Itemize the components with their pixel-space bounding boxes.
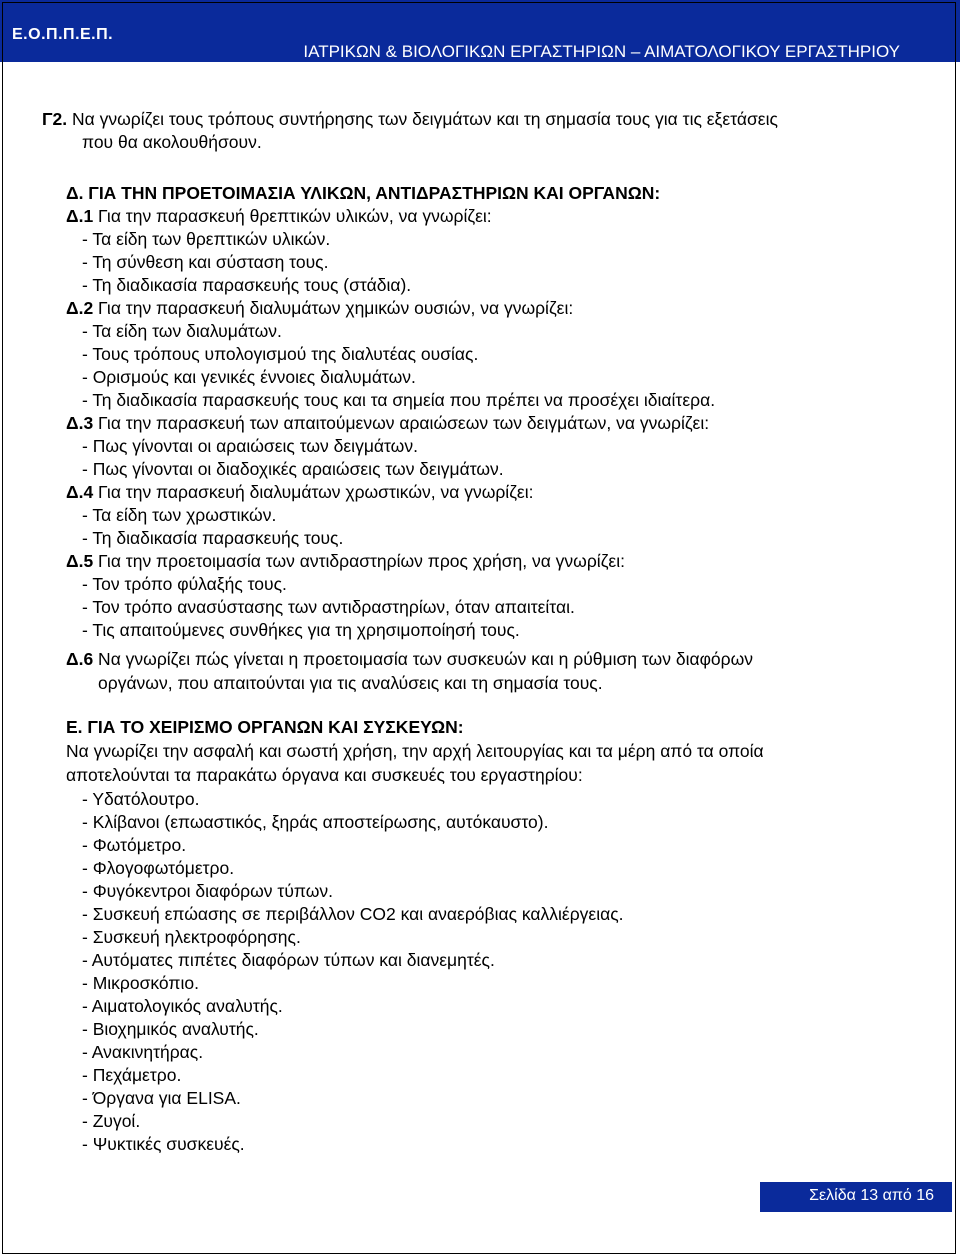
list-item: - Όργανα για ELISA. <box>82 1088 241 1108</box>
list-item: - Βιοχημικός αναλυτής. <box>82 1019 259 1039</box>
list-item: - Τα είδη των θρεπτικών υλικών. <box>82 229 331 249</box>
list-item: - Αιματολογικός αναλυτής. <box>82 996 283 1016</box>
list-item: - Τα είδη των χρωστικών. <box>82 505 277 525</box>
line-d6-cont: οργάνων, που απαιτούνται για τις αναλύσεις και τη σημασία τους. <box>98 673 603 693</box>
line-d5: Δ.5 Για την προετοιμασία των αντιδραστηρίων προς χρήση, να γνωρίζει: <box>66 551 625 571</box>
line-d6: Δ.6 Να γνωρίζει πώς γίνεται η προετοιμασία των συσκευών και η ρύθμιση των διαφόρων <box>66 649 754 669</box>
list-item: - Φλογοφωτόμετρο. <box>82 858 235 878</box>
line-g2: Γ2. Να γνωρίζει τους τρόπους συντήρησης των δειγμάτων και τη σημασία τους για τις εξετάσεις <box>42 109 778 129</box>
list-item: - Τα είδη των διαλυμάτων. <box>82 321 282 341</box>
list-item: - Τις απαιτούμενες συνθήκες για τη χρησιμοποίησή τους. <box>82 620 520 640</box>
list-item: - Τη διαδικασία παρασκευής τους και τα σημεία που πρέπει να προσέχει ιδιαίτερα. <box>82 390 716 410</box>
line-g2-cont: που θα ακολουθήσουν. <box>82 132 262 152</box>
list-item: - Αυτόματες πιπέτες διαφόρων τύπων και διανεμητές. <box>82 950 495 970</box>
line-d4: Δ.4 Για την παρασκευή διαλυμάτων χρωστικών, να γνωρίζει: <box>66 482 534 502</box>
list-item: - Τη σύνθεση και σύσταση τους. <box>82 252 329 272</box>
header-title: ΙΑΤΡΙΚΩΝ & ΒΙΟΛΟΓΙΚΩΝ ΕΡΓΑΣΤΗΡΙΩΝ – ΑΙΜΑΤΟΛΟΓΙΚΟΥ ΕΡΓΑΣΤΗΡΙΟΥ <box>303 42 900 61</box>
list-item: - Πως γίνονται οι αραιώσεις των δειγμάτων. <box>82 436 418 456</box>
list-item: - Τη διαδικασία παρασκευής τους (στάδια). <box>82 275 412 295</box>
list-item: - Ψυκτικές συσκευές. <box>82 1134 245 1154</box>
list-item: - Τη διαδικασία παρασκευής τους. <box>82 528 344 548</box>
line-d1: Δ.1 Για την παρασκευή θρεπτικών υλικών, να γνωρίζει: <box>66 206 492 226</box>
paragraph-line: Να γνωρίζει την ασφαλή και σωστή χρήση, την αρχή λειτουργίας και τα μέρη από τα οποία <box>66 741 764 761</box>
list-item: - Φωτόμετρο. <box>82 835 187 855</box>
list-item: - Φυγόκεντροι διαφόρων τύπων. <box>82 881 333 901</box>
header-bar <box>0 0 960 62</box>
page-number: Σελίδα 13 από 16 <box>809 1187 934 1204</box>
list-item: - Μικροσκόπιο. <box>82 973 199 993</box>
section-d-heading: Δ. ΓΙΑ ΤΗΝ ΠΡΟΕΤΟΙΜΑΣΙΑ ΥΛΙΚΩΝ, ΑΝΤΙΔΡΑΣΤΗΡΙΩΝ ΚΑΙ ΟΡΓΑΝΩΝ: <box>66 183 661 203</box>
list-item: - Ανακινητήρας. <box>82 1042 204 1062</box>
paragraph-line: αποτελούνται τα παρακάτω όργανα και συσκευές του εργαστηρίου: <box>66 765 583 785</box>
list-item: - Ζυγοί. <box>82 1111 141 1131</box>
header-org: Ε.Ο.Π.Π.Ε.Π. <box>12 26 114 43</box>
section-e-heading: Ε. ΓΙΑ ΤΟ ΧΕΙΡΙΣΜΟ ΟΡΓΑΝΩΝ ΚΑΙ ΣΥΣΚΕΥΩΝ: <box>66 717 464 737</box>
list-item: - Πως γίνονται οι διαδοχικές αραιώσεις των δειγμάτων. <box>82 459 504 479</box>
list-item: - Κλίβανοι (επωαστικός, ξηράς αποστείρωσης, αυτόκαυστο). <box>82 812 549 832</box>
list-item: - Συσκευή επώασης σε περιβάλλον CO2 και αναερόβιας καλλιέργειας. <box>82 904 624 924</box>
list-item: - Υδατόλουτρο. <box>82 789 200 809</box>
footer-page-bar <box>760 1182 952 1212</box>
list-item: - Τον τρόπο φύλαξής τους. <box>82 574 287 594</box>
list-item: - Συσκευή ηλεκτροφόρησης. <box>82 927 301 947</box>
list-item: - Πεχάμετρο. <box>82 1065 182 1085</box>
list-item: - Τον τρόπο ανασύστασης των αντιδραστηρίων, όταν απαιτείται. <box>82 597 575 617</box>
line-d2: Δ.2 Για την παρασκευή διαλυμάτων χημικών ουσιών, να γνωρίζει: <box>66 298 574 318</box>
list-item: - Τους τρόπους υπολογισμού της διαλυτέας ουσίας. <box>82 344 479 364</box>
list-item: - Ορισμούς και γενικές έννοιες διαλυμάτων. <box>82 367 416 387</box>
line-d3: Δ.3 Για την παρασκευή των απαιτούμενων αραιώσεων των δειγμάτων, να γνωρίζει: <box>66 413 710 433</box>
